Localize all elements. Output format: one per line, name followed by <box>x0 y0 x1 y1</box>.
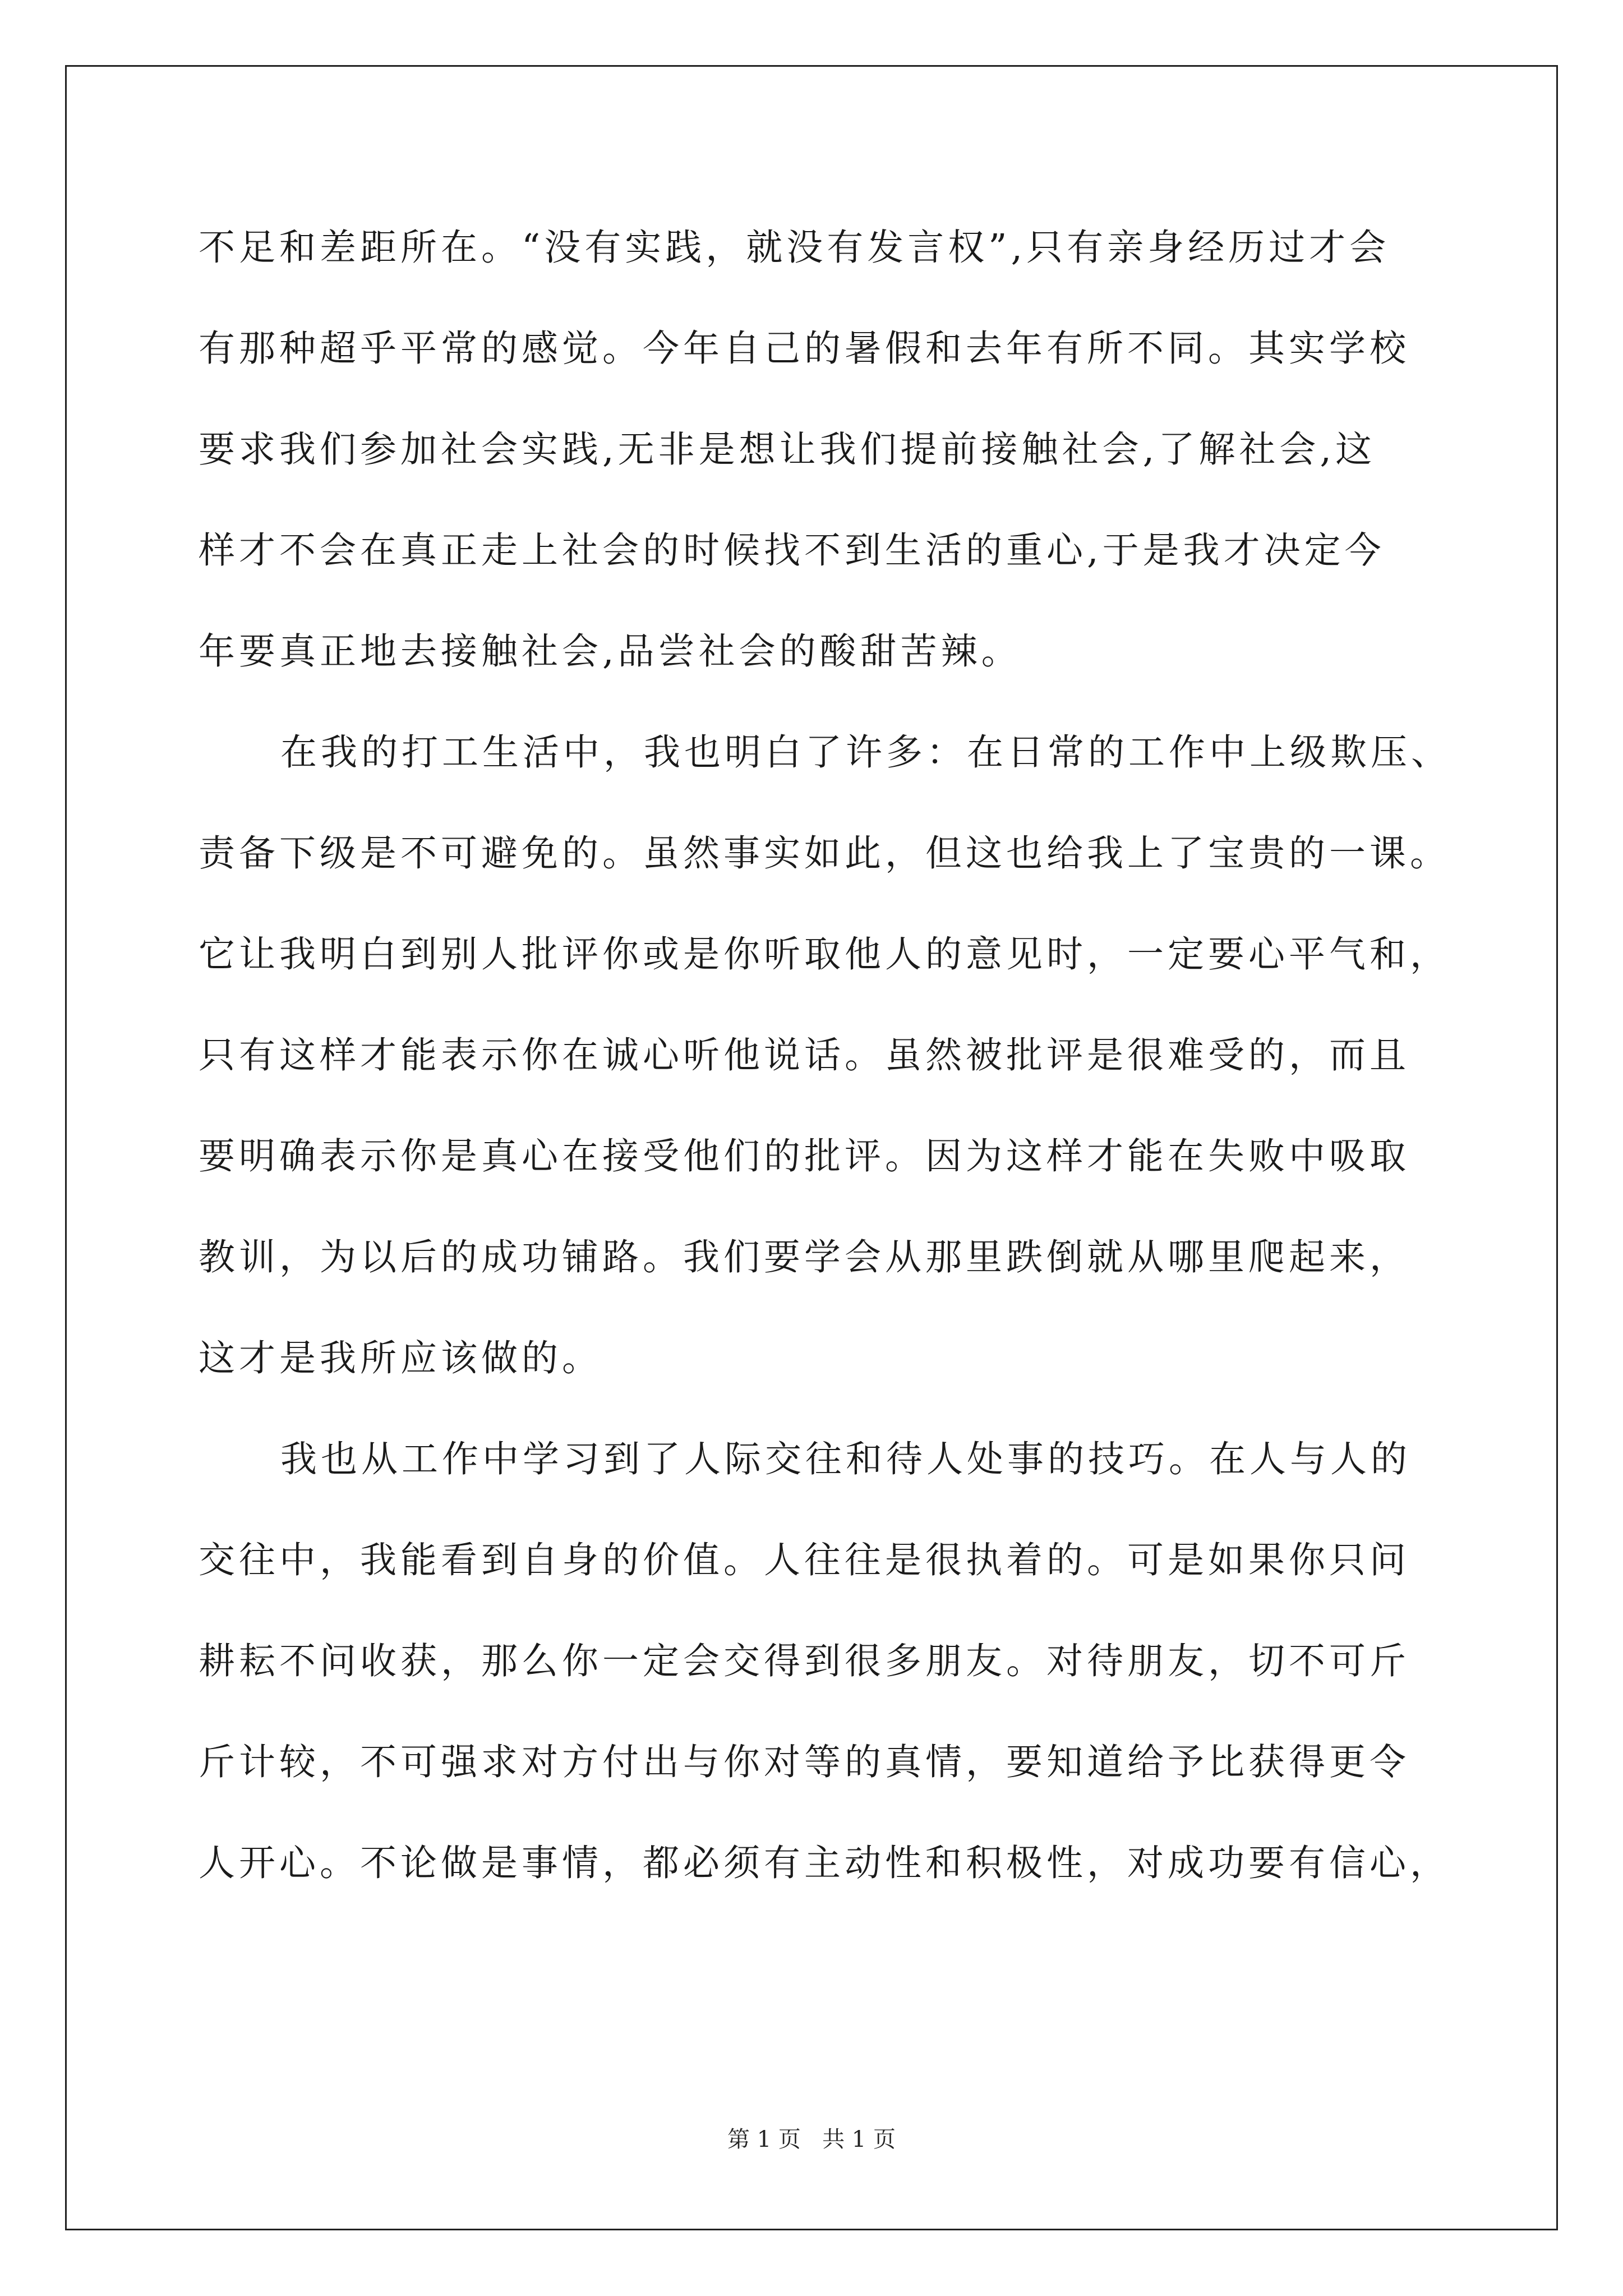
text-line: 交往中，我能看到自身的价值。人往往是很执着的。可是如果你只问 <box>199 1539 1410 1581</box>
text-line: 要求我们参加社会实践,无非是想让我们提前接触社会,了解社会,这 <box>199 429 1376 471</box>
text-line: 在我的打工生活中，我也明白了许多：在日常的工作中上级欺压、 <box>280 731 1452 774</box>
text-line: 耕耘不问收获，那么你一定会交得到很多朋友。对待朋友，切不可斤 <box>199 1640 1410 1682</box>
text-line: 不足和差距所在。“没有实践，就没有发言权”,只有亲身经历过才会 <box>199 227 1390 269</box>
text-line: 要明确表示你是真心在接受他们的批评。因为这样才能在失败中吸取 <box>199 1135 1410 1177</box>
text-line: 斤计较，不可强求对方付出与你对等的真情，要知道给予比获得更令 <box>199 1741 1410 1783</box>
text-line: 只有这样才能表示你在诚心听他说话。虽然被批评是很难受的，而且 <box>199 1034 1410 1076</box>
document-body <box>199 212 1452 1929</box>
text-line: 责备下级是不可避免的。虽然事实如此，但这也给我上了宝贵的一课。 <box>199 832 1451 875</box>
text-line: 年要真正地去接触社会,品尝社会的酸甜苦辣。 <box>199 631 1022 673</box>
text-line: 有那种超乎平常的感觉。今年自己的暑假和去年有所不同。其实学校 <box>199 328 1410 370</box>
text-line: 人开心。不论做是事情，都必须有主动性和积极性，对成功要有信心， <box>199 1842 1451 1884</box>
text-line: 我也从工作中学习到了人际交往和待人处事的技巧。在人与人的 <box>280 1438 1412 1480</box>
text-line: 这才是我所应该做的。 <box>199 1337 603 1379</box>
text-line: 它让我明白到别人批评你或是你听取他人的意见时，一定要心平气和， <box>199 933 1451 976</box>
text-line: 教训，为以后的成功铺路。我们要学会从那里跌倒就从哪里爬起来， <box>199 1236 1410 1278</box>
text-line: 样才不会在真正走上社会的时候找不到生活的重心,于是我才决定今 <box>199 530 1385 572</box>
page-footer: 第 1 页 共 1 页 <box>727 2127 896 2152</box>
